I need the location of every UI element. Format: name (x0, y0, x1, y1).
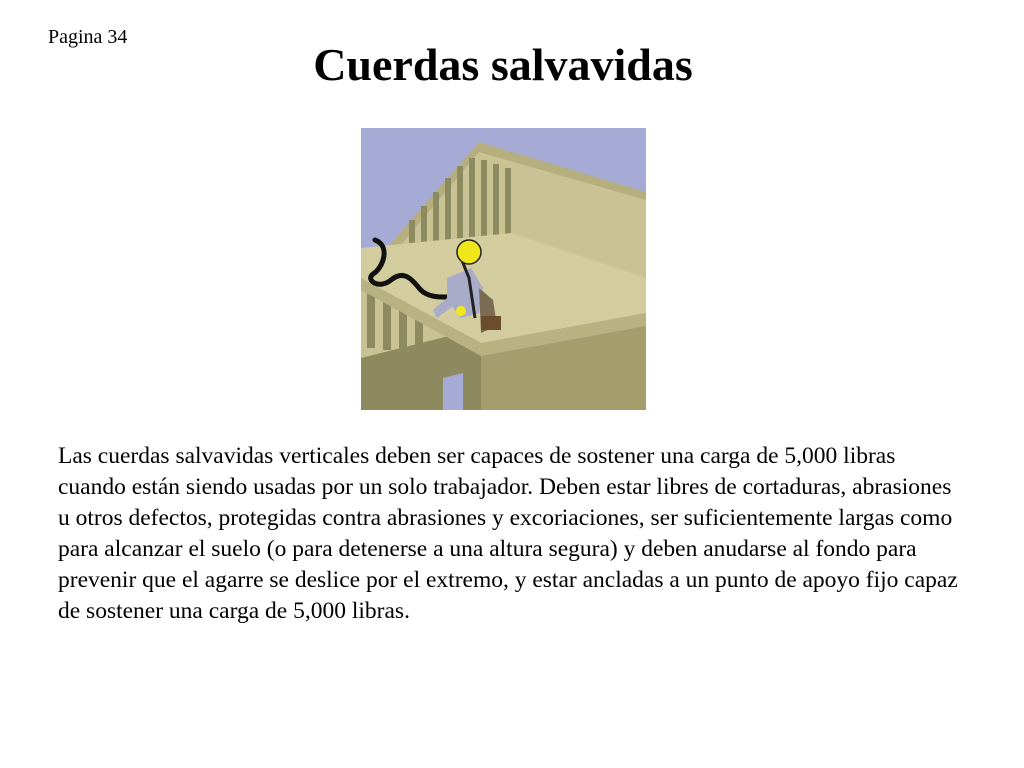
tool-belt (481, 316, 501, 330)
page-number: Pagina 34 (48, 26, 128, 48)
doorway (443, 373, 463, 410)
page-title: Cuerdas salvavidas (313, 39, 693, 90)
roofer-lifeline-illustration (361, 128, 646, 410)
body-paragraph: Las cuerdas salvavidas verticales deben ser capaces de sostener una carga de 5,000 libras cuando están siendo usadas por un solo trabajador. Deben estar libres de cortaduras, abrasiones u otros defectos, protegidas contra abrasiones y excoriaciones, ser suficientemente largas como para alcanzar el suelo (o para detenerse a una altura segura) y deben anudarse al fondo para prevenir que el agarre se deslice por el extremo, y estar ancladas a un punto de apoyo fijo capaz de sostener una carga de 5,000 libras. (58, 443, 958, 624)
